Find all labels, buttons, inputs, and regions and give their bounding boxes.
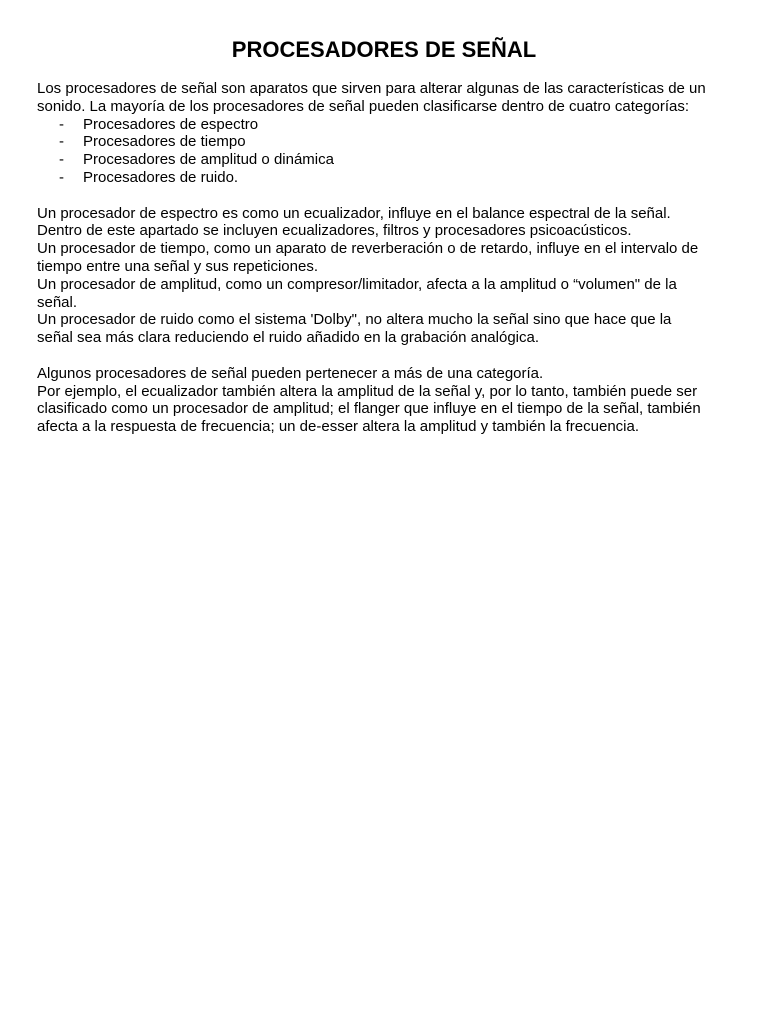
category-list	[37, 116, 737, 187]
list-item	[37, 116, 737, 134]
text-line: señal.	[37, 293, 78, 311]
list-item	[37, 151, 737, 169]
list-bullet: -	[59, 133, 64, 151]
paragraph-spacer	[37, 187, 737, 205]
text-line: Un procesador de amplitud, como un compresor/limitador, afecta a la amplitud o “volumen" de la	[37, 275, 677, 293]
text-line: tiempo entre una señal y sus repeticiones.	[37, 257, 318, 275]
text-line: sonido. La mayoría de los procesadores de señal pueden clasificarse dentro de cuatro categorías:	[37, 97, 690, 115]
descriptions-paragraph	[37, 205, 737, 347]
list-item-text: Procesadores de amplitud o dinámica	[83, 151, 334, 169]
text-line: Un procesador de ruido como el sistema 'Dolby", no altera mucho la señal sino que hace que la	[37, 311, 672, 329]
list-item-text: Procesadores de ruido.	[83, 168, 239, 186]
list-bullet: -	[59, 168, 64, 186]
text-line: Los procesadores de señal son aparatos que sirven para alterar algunas de las características de un	[37, 80, 706, 97]
text-line: Algunos procesadores de señal pueden pertenecer a más de una categoría.	[37, 364, 544, 382]
text-line: Un procesador de tiempo, como un aparato de reverberación o de retardo, influye en el intervalo de	[37, 240, 699, 258]
paragraph-spacer	[37, 347, 737, 365]
list-bullet: -	[59, 151, 64, 169]
document-title: PROCESADORES DE SEÑAL	[231, 37, 537, 62]
list-item	[37, 133, 737, 151]
list-item	[37, 169, 737, 187]
text-line: afecta a la respuesta de frecuencia; un de-esser altera la amplitud y también la frecuencia.	[37, 418, 640, 436]
list-item-text: Procesadores de espectro	[83, 115, 259, 133]
list-bullet: -	[59, 115, 64, 133]
text-line: señal sea más clara reduciendo el ruido añadido en la grabación analógica.	[37, 329, 540, 347]
text-line: Por ejemplo, el ecualizador también altera la amplitud de la señal y, por lo tanto, también puede ser	[37, 382, 698, 400]
text-line: Un procesador de espectro es como un ecualizador, influye en el balance espectral de la señal.	[37, 204, 671, 222]
document-body	[37, 80, 737, 436]
text-line: clasificado como un procesador de amplitud; el flanger que influye en el tiempo de la señal, también	[37, 400, 701, 418]
overlap-paragraph	[37, 365, 737, 436]
intro-paragraph	[37, 80, 737, 116]
list-item-text: Procesadores de tiempo	[83, 133, 246, 151]
text-line: Dentro de este apartado se incluyen ecualizadores, filtros y procesadores psicoacústicos.	[37, 222, 632, 240]
